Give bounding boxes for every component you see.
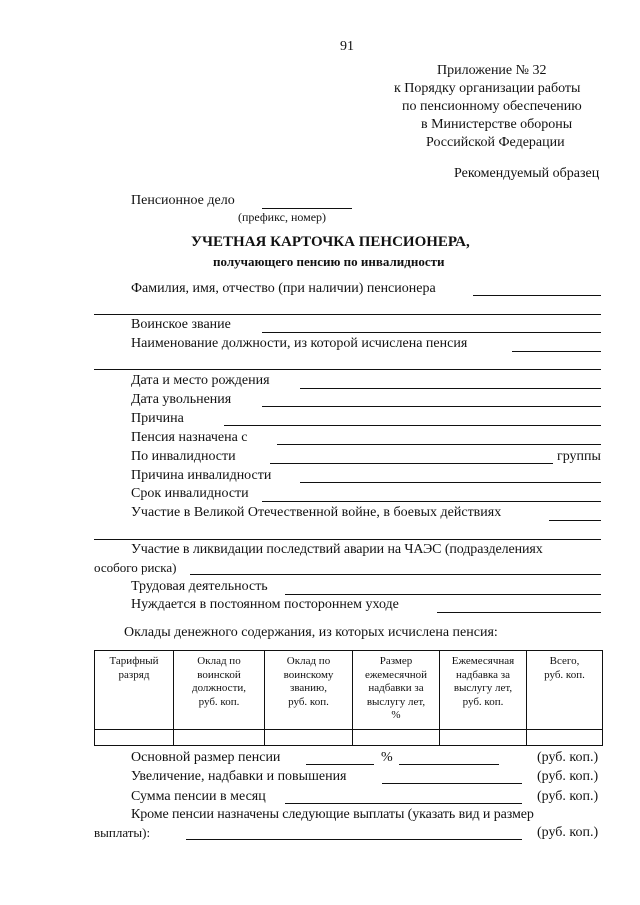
header-line: руб. коп. xyxy=(544,668,585,681)
increase-blank[interactable] xyxy=(382,783,522,784)
basic-pension-amount-blank[interactable] xyxy=(399,764,499,765)
rub-label-4: (руб. коп.) xyxy=(537,825,599,840)
appendix-line-1: к Порядку организации работы xyxy=(394,81,581,96)
fio-label: Фамилия, имя, отчество (при наличии) пенсионера xyxy=(131,281,436,296)
rank-label: Воинское звание xyxy=(131,317,231,332)
header-line: званию, xyxy=(289,682,328,694)
monthly-sum-blank[interactable] xyxy=(285,803,522,804)
card-title: УЧЕТНАЯ КАРТОЧКА ПЕНСИОНЕРА, xyxy=(191,234,470,250)
pension-case-hint: (префикс, номер) xyxy=(238,210,327,224)
header-line: руб. коп. xyxy=(288,695,329,708)
header-line: Ежемесячная xyxy=(451,655,515,667)
position-blank[interactable] xyxy=(512,351,601,352)
salaries-title: Оклады денежного содержания, из которых исчислена пенсия: xyxy=(124,625,498,640)
disability-reason-blank[interactable] xyxy=(300,482,601,483)
appendix-line-3: в Министерстве обороны xyxy=(421,117,573,132)
header-line: руб. коп. xyxy=(462,695,504,708)
position-label: Наименование должности, из которой исчислена пенсия xyxy=(131,336,468,351)
pension-case-blank[interactable] xyxy=(262,208,352,209)
birth-label: Дата и место рождения xyxy=(131,373,270,388)
disability-term-label: Срок инвалидности xyxy=(131,486,249,501)
card-subtitle: получающего пенсию по инвалидности xyxy=(213,254,445,269)
table-header-bonus-percent xyxy=(353,655,439,723)
header-line: надбавка за xyxy=(455,668,511,681)
table-border-bottom xyxy=(94,745,603,746)
other-payments-label-2: выплаты): xyxy=(94,825,151,840)
percent-sign: % xyxy=(381,750,393,765)
header-line: выслугу лет, xyxy=(453,682,513,694)
war-blank-2[interactable] xyxy=(94,539,601,540)
dismissal-blank[interactable] xyxy=(262,406,601,407)
disability-label: По инвалидности xyxy=(131,449,236,464)
birth-blank[interactable] xyxy=(300,388,601,389)
rub-label-1: (руб. коп.) xyxy=(537,750,599,765)
table-col-line xyxy=(602,650,603,745)
chernobyl-blank[interactable] xyxy=(190,574,601,575)
appendix-line-2: по пенсионному обеспечению xyxy=(402,99,582,114)
table-header-total xyxy=(527,655,602,682)
rank-blank[interactable] xyxy=(262,332,601,333)
fio-blank-2[interactable] xyxy=(94,314,601,315)
table-header-rank-salary xyxy=(265,655,352,709)
group-label: группы xyxy=(557,449,601,464)
table-header-bonus-amount xyxy=(440,655,526,709)
header-line: должности, xyxy=(191,682,247,694)
header-line: надбавки за xyxy=(368,682,424,694)
table-header-tariff xyxy=(95,655,173,682)
increase-label: Увеличение, надбавки и повышения xyxy=(131,769,347,784)
care-label: Нуждается в постоянном постороннем уходе xyxy=(131,597,399,612)
recommended-sample: Рекомендуемый образец xyxy=(454,166,600,181)
labor-label: Трудовая деятельность xyxy=(131,579,268,594)
other-payments-label: Кроме пенсии назначены следующие выплаты (указать вид и размер xyxy=(131,807,534,822)
basic-pension-blank[interactable] xyxy=(306,764,374,765)
reason-blank[interactable] xyxy=(224,425,601,426)
rub-label-2: (руб. коп.) xyxy=(537,769,599,784)
pension-case-label: Пенсионное дело xyxy=(131,193,235,208)
appendix-number: Приложение № 32 xyxy=(437,63,547,78)
header-line: Всего, xyxy=(549,655,580,667)
header-line: % xyxy=(391,709,401,721)
table-header-position-salary xyxy=(174,655,264,709)
assigned-label: Пенсия назначена с xyxy=(131,430,248,445)
care-blank[interactable] xyxy=(437,612,601,613)
header-line: ежемесячной xyxy=(364,668,428,681)
disability-reason-label: Причина инвалидности xyxy=(131,468,272,483)
monthly-sum-label: Сумма пенсии в месяц xyxy=(131,789,266,804)
disability-blank[interactable] xyxy=(270,463,553,464)
dismissal-label: Дата увольнения xyxy=(131,392,232,407)
header-line: воинской xyxy=(197,668,241,681)
basic-pension-label: Основной размер пенсии xyxy=(131,750,281,765)
position-blank-2[interactable] xyxy=(94,369,601,370)
war-label: Участие в Великой Отечественной войне, в боевых действиях xyxy=(131,505,502,520)
other-payments-blank[interactable] xyxy=(186,839,522,840)
header-line: выслугу лет, xyxy=(366,695,426,708)
chernobyl-label-2: особого риска) xyxy=(94,560,177,575)
header-line: Оклад по xyxy=(197,655,241,667)
header-line: разряд xyxy=(118,668,150,681)
reason-label: Причина xyxy=(131,411,184,426)
assigned-blank[interactable] xyxy=(277,444,601,445)
disability-term-blank[interactable] xyxy=(262,501,601,502)
page-number: 91 xyxy=(340,39,354,54)
war-blank[interactable] xyxy=(549,520,601,521)
header-line: руб. коп. xyxy=(198,695,240,708)
header-line: Тарифный xyxy=(109,655,159,667)
chernobyl-label: Участие в ликвидации последствий аварии на ЧАЭС (подразделениях xyxy=(131,542,543,557)
rub-label-3: (руб. коп.) xyxy=(537,789,599,804)
fio-blank[interactable] xyxy=(473,295,601,296)
header-line: Размер xyxy=(379,655,413,667)
appendix-line-4: Российской Федерации xyxy=(426,135,565,150)
labor-blank[interactable] xyxy=(285,594,601,595)
header-line: Оклад по xyxy=(286,655,331,667)
header-line: воинскому xyxy=(283,668,334,681)
